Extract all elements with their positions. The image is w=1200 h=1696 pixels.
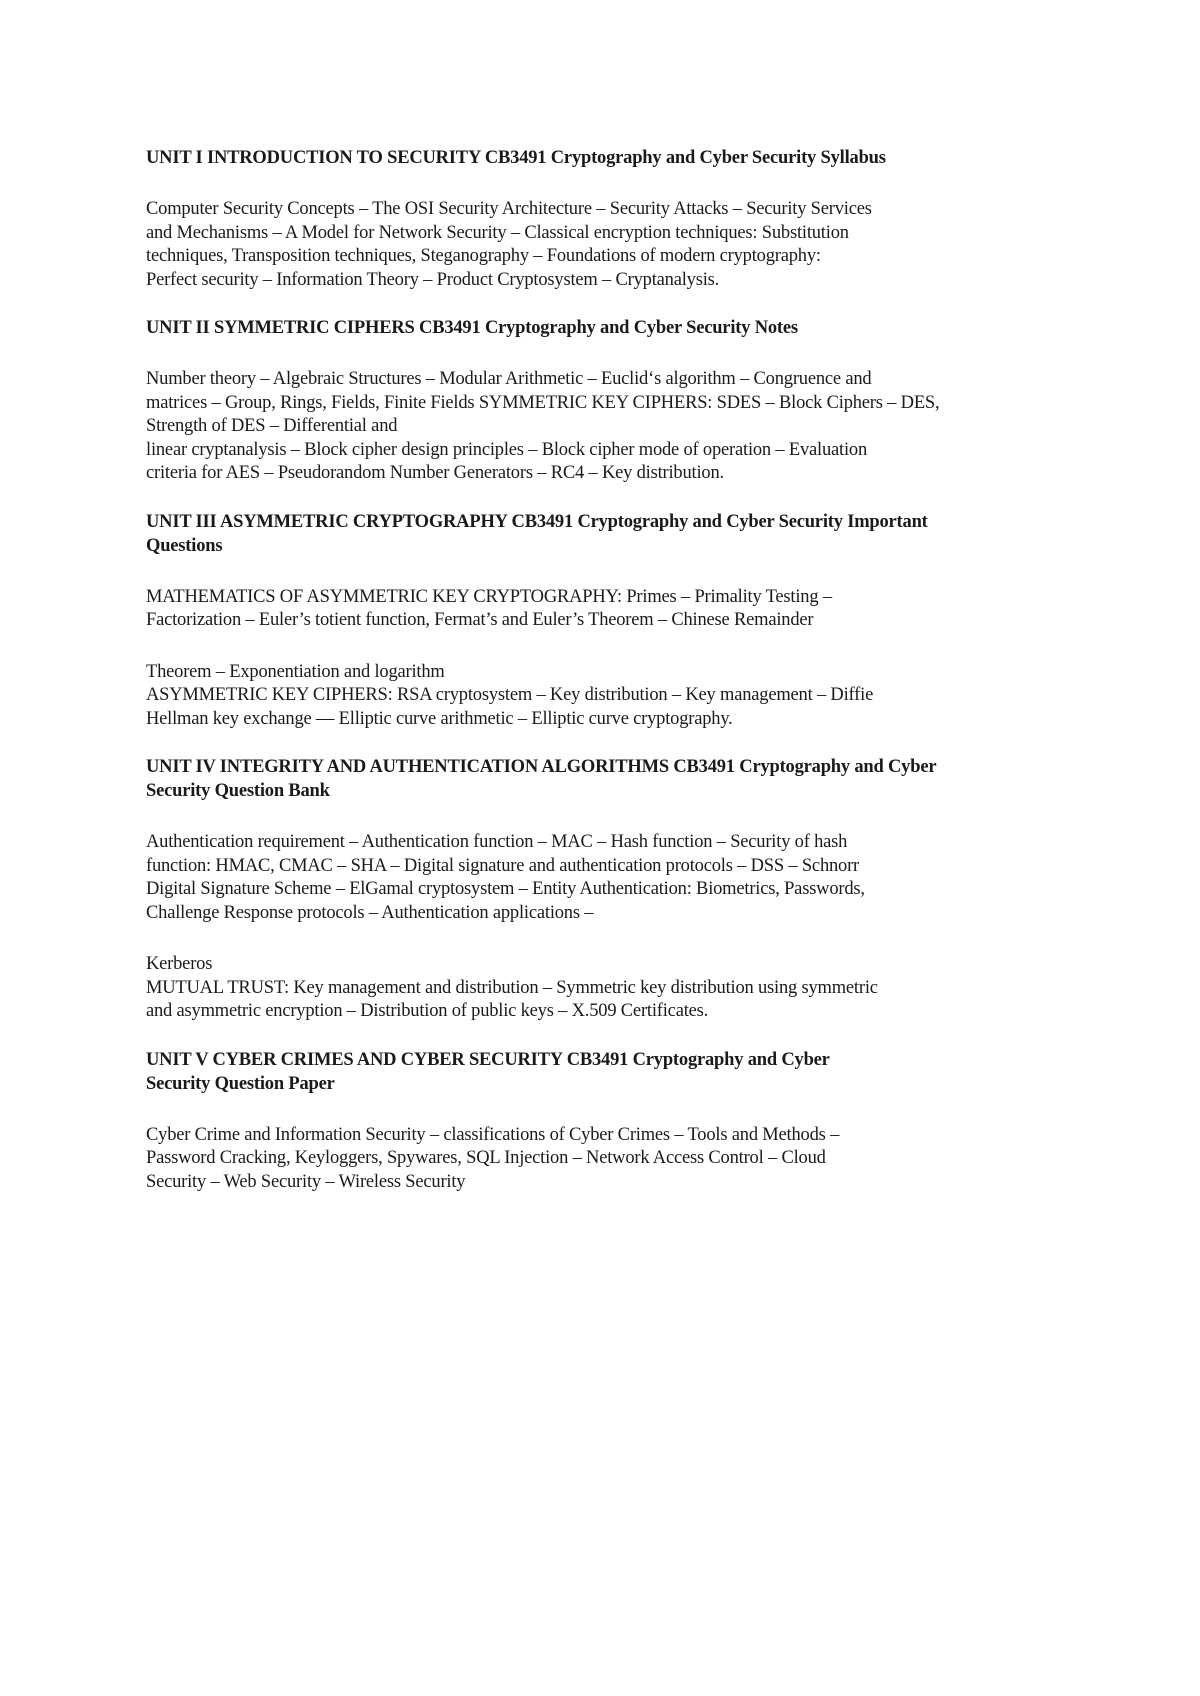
text-line: Perfect security – Information Theory – Product Cryptosystem – Cryptanalysis.: [146, 269, 720, 290]
unit-2-heading: [146, 316, 1046, 340]
unit-3-section: [146, 510, 1046, 732]
text-line: Number theory – Algebraic Structures – Modular Arithmetic – Euclid‘s algorithm – Congruence and: [146, 369, 872, 389]
heading-line: Security Question Paper: [146, 1073, 335, 1094]
unit-3-paragraph: [146, 586, 1046, 633]
text-line: and Mechanisms – A Model for Network Security – Classical encryption techniques: Substitution: [146, 222, 849, 243]
unit-2-section: [146, 316, 1046, 486]
text-line: Theorem – Exponentiation and logarithm: [146, 661, 445, 682]
text-line: Security – Web Security – Wireless Security: [146, 1171, 466, 1192]
text-line: techniques, Transposition techniques, Steganography – Foundations of modern cryptography:: [146, 246, 821, 266]
heading-line: Security Question Bank: [146, 781, 330, 801]
unit-4-paragraph: [146, 953, 1046, 1024]
text-line: function: HMAC, CMAC – SHA – Digital signature and authentication protocols – DSS – Schnorr: [146, 855, 860, 876]
text-line: matrices – Group, Rings, Fields, Finite Fields SYMMETRIC KEY CIPHERS: SDES – Block Ciphers – DES,: [146, 392, 940, 413]
unit-4-paragraph: [146, 831, 1046, 925]
text-line: Digital Signature Scheme – ElGamal cryptosystem – Entity Authentication: Biometrics, Passwords,: [146, 879, 865, 899]
unit-3-paragraph: [146, 661, 1046, 732]
heading-line: UNIT III ASYMMETRIC CRYPTOGRAPHY CB3491 Cryptography and Cyber Security Important: [146, 511, 928, 532]
unit-1-section: [146, 146, 1046, 292]
text-line: Computer Security Concepts – The OSI Security Architecture – Security Attacks – Security Services: [146, 199, 872, 219]
text-line: linear cryptanalysis – Block cipher design principles – Block cipher mode of operation – Evaluation: [146, 439, 868, 460]
heading-line: UNIT V CYBER CRIMES AND CYBER SECURITY CB3491 Cryptography and Cyber: [146, 1049, 830, 1070]
text-line: Kerberos: [146, 954, 213, 974]
unit-3-heading: [146, 510, 1046, 558]
text-line: Cyber Crime and Information Security – classifications of Cyber Crimes – Tools and Methods –: [146, 1124, 840, 1145]
unit-5-section: [146, 1048, 1046, 1195]
unit-5-paragraph: [146, 1124, 1046, 1195]
heading-line: UNIT IV INTEGRITY AND AUTHENTICATION ALGORITHMS CB3491 Cryptography and Cyber: [146, 757, 937, 777]
text-line: Factorization – Euler’s totient function, Fermat’s and Euler’s Theorem – Chinese Remainder: [146, 610, 814, 630]
text-line: and asymmetric encryption – Distribution of public keys – X.509 Certificates.: [146, 1001, 709, 1021]
unit-1-heading: [146, 146, 1046, 170]
unit-4-heading: [146, 755, 1046, 803]
text-line: criteria for AES – Pseudorandom Number Generators – RC4 – Key distribution.: [146, 463, 724, 483]
text-line: Strength of DES – Differential and: [146, 416, 398, 436]
unit-4-section: [146, 755, 1046, 1024]
heading-line: UNIT I INTRODUCTION TO SECURITY CB3491 Cryptography and Cyber Security Syllabus: [146, 148, 886, 168]
text-line: Password Cracking, Keyloggers, Spywares, SQL Injection – Network Access Control – Cloud: [146, 1148, 826, 1168]
text-line: Hellman key exchange — Elliptic curve arithmetic – Elliptic curve cryptography.: [146, 708, 733, 729]
text-line: Challenge Response protocols – Authentication applications –: [146, 902, 594, 923]
unit-2-paragraph: [146, 368, 1046, 486]
unit-5-heading: [146, 1048, 1046, 1096]
text-line: Authentication requirement – Authentication function – MAC – Hash function – Security of hash: [146, 832, 848, 852]
heading-line: Questions: [146, 535, 223, 556]
document-content: [146, 146, 1046, 1218]
unit-1-paragraph: [146, 198, 1046, 292]
text-line: MUTUAL TRUST: Key management and distribution – Symmetric key distribution using symmetric: [146, 977, 878, 998]
text-line: ASYMMETRIC KEY CIPHERS: RSA cryptosystem – Key distribution – Key management – Diffie: [146, 685, 874, 705]
text-line: MATHEMATICS OF ASYMMETRIC KEY CRYPTOGRAPHY: Primes – Primality Testing –: [146, 586, 832, 607]
heading-line: UNIT II SYMMETRIC CIPHERS CB3491 Cryptography and Cyber Security Notes: [146, 318, 798, 338]
